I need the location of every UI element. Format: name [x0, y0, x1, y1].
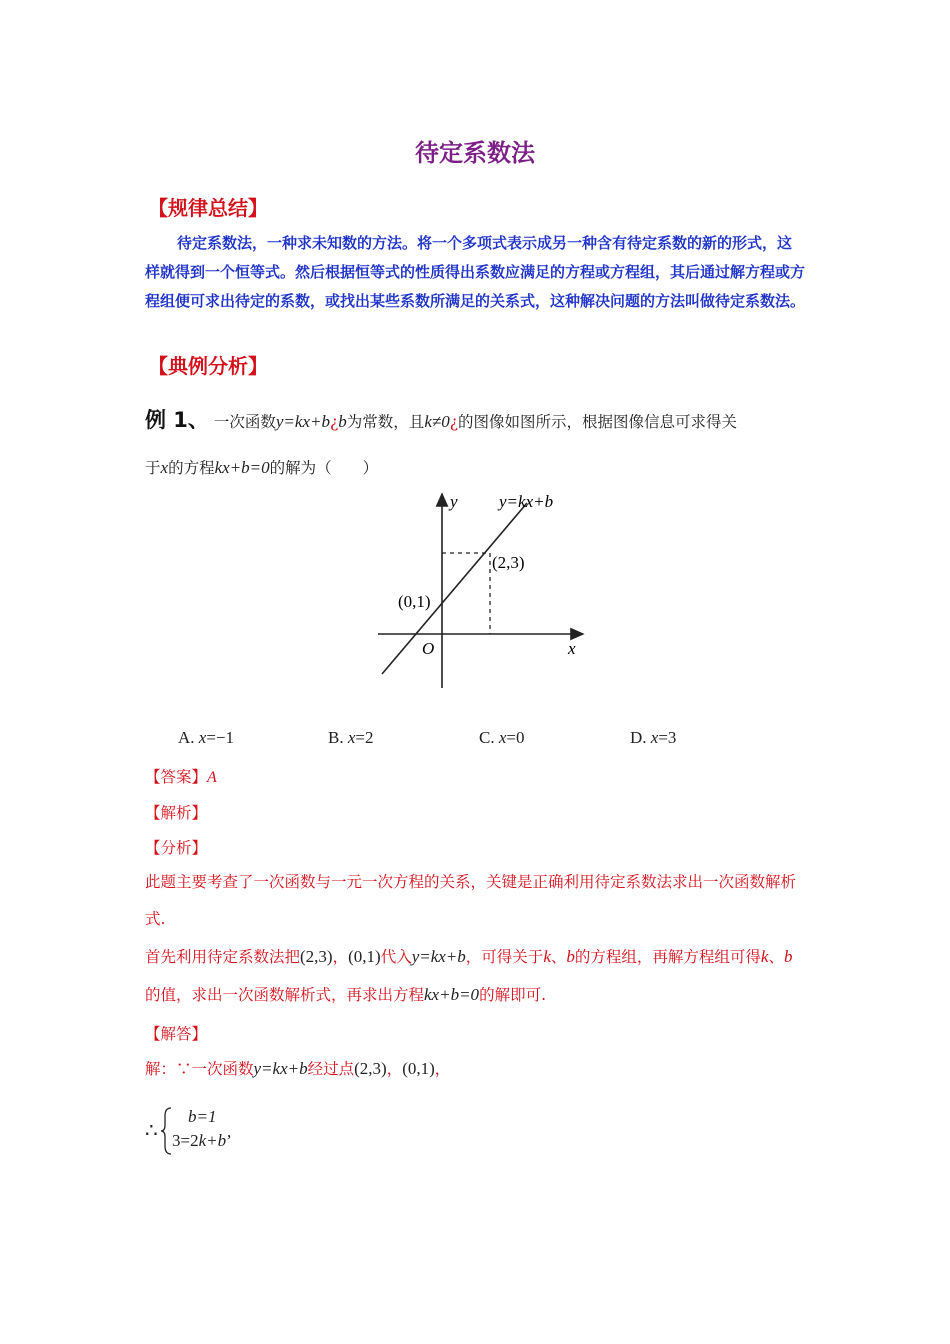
condition: k≠0	[424, 412, 450, 431]
answer-value: A	[207, 769, 217, 786]
system-row-2	[172, 1131, 232, 1151]
option-var: x	[347, 728, 356, 747]
text: ’	[226, 1131, 232, 1150]
option-value: =3	[658, 728, 677, 747]
answer-line	[145, 765, 217, 787]
point: (0,1)	[348, 947, 381, 966]
example-question-line-1	[145, 404, 737, 434]
equation: y=kx+b	[411, 947, 466, 966]
question-text: 于	[145, 459, 161, 477]
equation: y=kx+b	[253, 1059, 308, 1078]
analysis-tag: 【解析】	[145, 804, 208, 822]
question-text: 为常数，且	[346, 413, 425, 431]
example-label: 例 1、	[145, 408, 209, 432]
text: ，可得关于	[465, 948, 544, 966]
section-heading-examples: 【典例分析】	[148, 354, 268, 378]
variable: b	[783, 947, 793, 966]
text: ，	[386, 1060, 403, 1078]
option-d[interactable]	[630, 728, 676, 748]
fenxi-paragraph: 此题主要考查了一次函数与一元一次方程的关系，关键是正确利用待定系数法求出一次函数解析式.	[145, 873, 797, 928]
option-b[interactable]	[328, 728, 373, 748]
glyph-mark: ¿	[449, 413, 459, 431]
glyph-mark: ¿	[329, 413, 339, 431]
origin-label: O	[422, 639, 435, 658]
equation: kx+b=0	[424, 985, 480, 1004]
question-text: 的解为（ ）	[269, 459, 379, 477]
option-c[interactable]	[479, 728, 524, 748]
question-text: 的方程	[168, 459, 215, 477]
text: 首先利用待定系数法把	[145, 948, 301, 966]
text: 代入	[380, 948, 412, 966]
option-var: x	[198, 728, 207, 747]
text: 的值，求出一次函数解析式，再求出方程	[145, 986, 425, 1004]
point: (2,3)	[354, 1059, 387, 1078]
text: 3=2	[172, 1131, 199, 1150]
solution-line	[145, 1057, 450, 1079]
section-heading-summary: 【规律总结】	[148, 196, 268, 220]
text: ，	[434, 1060, 451, 1078]
variable: x	[160, 458, 169, 477]
function-line	[382, 503, 527, 674]
line-label: y=kx+b	[499, 492, 554, 511]
option-value: =0	[506, 728, 525, 747]
example-question-line-2	[145, 456, 378, 478]
option-var: x	[650, 728, 659, 747]
text: 经过点	[307, 1060, 355, 1078]
method-paragraph	[145, 938, 805, 1014]
point-label-a: (0,1)	[398, 592, 431, 611]
therefore-symbol: ∴	[145, 1118, 158, 1142]
point-label-b: (2,3)	[492, 553, 525, 572]
option-a[interactable]	[178, 728, 234, 748]
equation: kx+b=0	[214, 458, 270, 477]
text: +b	[206, 1131, 227, 1150]
text: 的方程组，再解方程组可得	[574, 948, 761, 966]
x-axis-label: x	[568, 639, 576, 658]
summary-paragraph: 待定系数法，一种求未知数的方法。将一个多项式表示成另一种含有待定系数的新的形式，这样就得到一个恒等式。然后根据恒等式的性质得出系数应满足的方程或方程组，其后通过解方程或方程组便可求出待定的系数，或找出某些系数所满足的关系式，这种解决问题的方法叫做待定系数法。	[145, 234, 806, 310]
option-letter: A.	[178, 728, 195, 747]
option-value: =2	[355, 728, 374, 747]
text: ，	[332, 948, 349, 966]
point: (2,3)	[300, 947, 333, 966]
variable: b	[338, 412, 347, 431]
variable: b	[566, 947, 575, 966]
page-title: 待定系数法	[415, 139, 535, 167]
answer-tag: 【答案】	[145, 768, 208, 786]
text: 的解即可.	[479, 986, 546, 1004]
option-letter: D.	[630, 728, 647, 747]
fenxi-tag: 【分析】	[145, 839, 208, 857]
text: 解：∵一次函数	[145, 1060, 254, 1078]
jieda-tag: 【解答】	[145, 1025, 208, 1043]
text: 、	[550, 948, 567, 966]
option-letter: B.	[328, 728, 344, 747]
point: (0,1)	[402, 1059, 435, 1078]
option-letter: C.	[479, 728, 495, 747]
question-text: 一次函数	[213, 413, 276, 431]
question-text: 的图像如图所示，根据图像信息可求得关	[458, 413, 738, 431]
equation: y=kx+b	[275, 412, 330, 431]
system-row-1: b=1	[188, 1107, 217, 1126]
variable: k	[198, 1131, 207, 1150]
variable: k	[543, 947, 551, 966]
text: 、	[768, 948, 784, 966]
y-axis-label: y	[450, 492, 458, 511]
option-var: x	[498, 728, 507, 747]
option-value: =−1	[206, 728, 235, 747]
function-graph	[370, 486, 600, 696]
variable: k	[760, 947, 769, 966]
